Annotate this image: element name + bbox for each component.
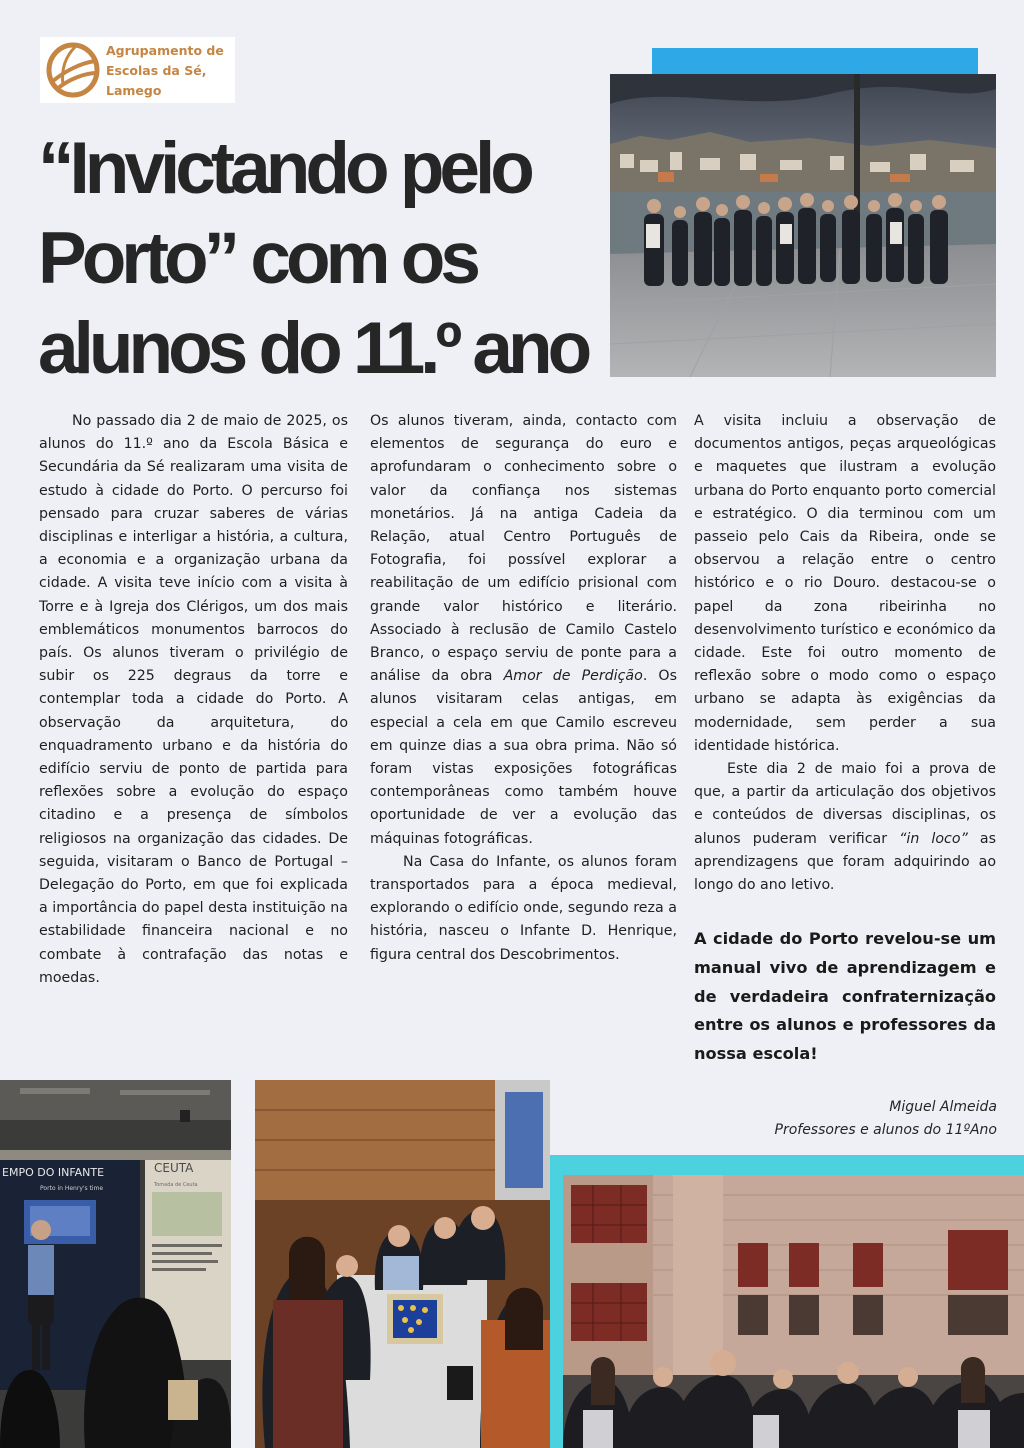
group-photo-ribeira [610, 74, 996, 377]
exhibit-sign-right-sub: Tomada de Ceuta [154, 1182, 198, 1188]
in-loco-phrase: “in loco” [899, 830, 968, 847]
title-line-2: Porto” com os [38, 218, 476, 299]
exhibit-sign-sub: Porto in Henry's time [40, 1185, 104, 1192]
photo-coins-activity [255, 1080, 550, 1448]
article-column-3 [694, 410, 996, 897]
photo-casa-infante-exhibit [0, 1080, 231, 1448]
school-emblem-icon [45, 41, 101, 99]
title-line-3: alunos do 11.º ano [38, 308, 588, 389]
title-line-1: “Invictando pelo [38, 128, 530, 209]
article-column-2 [370, 410, 677, 967]
photo-cadeia-relacao-courtyard [563, 1175, 1024, 1448]
paragraph-banco-portugal: Os alunos tiveram, ainda, contacto com elementos de segurança do euro e aprofundaram o conhecimento sobre o valor da confiança nos sistemas monetários. Já na antiga Cadeia da Relação, atual Centro Português de Fotografia, foi possível explorar a reabilitação de um edifício prisional com grande valor histórico e literário. Associado à reclusão de Camilo Castelo Branco, o espaço serviu de ponte para a análise da obra Amor de Perdição. Os alunos visitaram celas antigas, em especial a cela em que Camilo escreveu em quinze dias a sua obra prima. Não só foram vistas exposições fotográficas contemporâneas como também houve oportunidade de ver a evolução das máquinas fotográficas. [370, 413, 677, 847]
exhibit-sign-right: CEUTA [154, 1161, 194, 1175]
paragraph-clerigos: No passado dia 2 de maio de 2025, os alunos do 11.º ano da Escola Básica e Secundária da Sé realizaram uma visita de estudo à cidade do Porto. O percurso foi pensado para cruzar saberes de várias disciplinas e interligar a história, a cultura, a economia e a organização urbana da cidade. A visita teve início com a visita à Torre e à Igreja dos Clérigos, um dos mais emblemáticos monumentos barrocos do país. Os alunos tiveram o privilégio de subir os 225 degraus da torre e contemplar toda a cidade do Porto. A observação da arquitetura, do enquadramento urbano e da história do edifício serviu de ponto de partida para reflexões sobre a evolução do espaço citadino e a presença de símbolos religiosos na organização das cidades. De seguida, visitaram o Banco de Portugal – Delegação do Porto, em que foi explicada a importância do papel desta instituição na estabilidade financeira nacional e no combate à contrafação das notas e moedas. [39, 413, 348, 986]
paragraph-conclusion: Este dia 2 de maio foi a prova de que, a partir da articulação dos objetivos e conteúdos de diversas disciplinas, os alunos puderam verificar “in loco” as aprendizagens que foram adquirindo ao longo do ano letivo. [694, 761, 996, 894]
paragraph-ribeira: A visita incluiu a observação de documentos antigos, peças arqueológicas e maquetes que ilustram a evolução urbana do Porto enquanto porto comercial e estratégico. O dia terminou com um passeio pelo Cais da Ribeira, onde se observou a relação entre o centro histórico e o rio Douro. destacou-se o papel da zona ribeirinha no desenvolvimento turístico e económico da cidade. Este foi outro momento de reflexão sobre o modo como o espaço urbano se adapta às exigências da modernidade, sem perder a sua identidade histórica. [694, 413, 996, 754]
decorative-blue-bar [652, 48, 978, 74]
closing-statement: A cidade do Porto revelou-se um manual vivo de aprendizagem e de verdadeira confraternização entre os alunos e professores da nossa escola! [694, 929, 996, 1064]
school-name: Agrupamento de Escolas da Sé, Lamego [106, 43, 224, 98]
exhibit-sign-left: EMPO DO INFANTE [2, 1166, 105, 1179]
book-title: Amor de Perdição [503, 668, 643, 685]
signature [775, 1096, 998, 1142]
paragraph-casa-infante: Na Casa do Infante, os alunos foram transportados para a época medieval, explorando o edifício onde, segundo reza a história, nasceu o Infante D. Henrique, figura central dos Descobrimentos. [370, 853, 677, 963]
article-title [38, 124, 608, 394]
article-column-1 [39, 410, 348, 990]
author-name: Miguel Almeida [889, 1099, 997, 1115]
author-role: Professores e alunos do 11ºAno [774, 1122, 997, 1138]
school-logo [40, 37, 235, 103]
